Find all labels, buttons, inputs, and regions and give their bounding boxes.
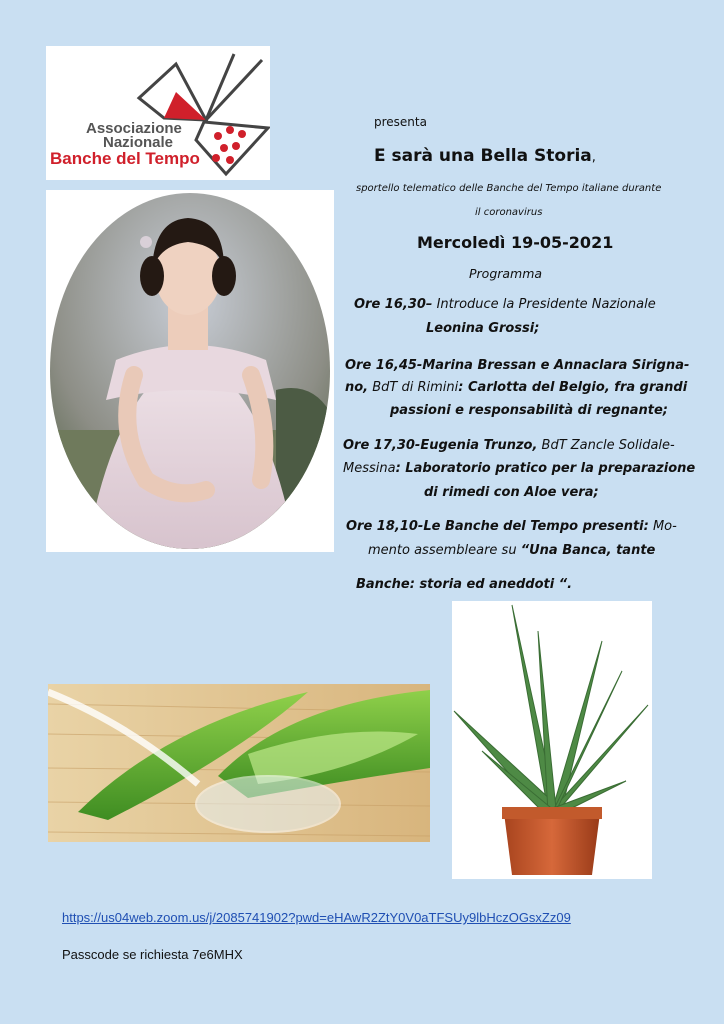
program-item-3-topic: : Laboratorio pratico per la preparazione <box>395 461 696 476</box>
subtitle-line-2: il coronavirus <box>475 207 543 218</box>
program-item-4-topic: “Una Banca, tante <box>520 543 656 558</box>
zoom-link[interactable]: https://us04web.zoom.us/j/2085741902?pwd=eHAwR2ZtY0V0aTFSUy9lbHczOGsxZz09 <box>62 910 571 925</box>
aloe-plant-image <box>452 601 652 879</box>
program-item-3-bdt: BdT Zancle Solidale- <box>537 438 675 453</box>
logo-text-nazionale: Nazionale <box>103 134 174 151</box>
association-logo <box>46 46 270 180</box>
program-item-1-line-1 <box>354 296 656 314</box>
program-item-2-line-1: Ore 16,45-Marina Bressan e Annaclara Sirigna- <box>345 358 690 373</box>
subtitle-line-1: sportello telematico delle Banche del Tempo italiane durante <box>356 183 662 194</box>
program-item-4-line-3: Banche: storia ed aneddoti “. <box>356 577 573 592</box>
program-item-4-line-2 <box>368 542 655 560</box>
aloe-spoon-image <box>48 684 430 842</box>
presenta-text: presenta <box>374 115 427 129</box>
program-item-3-city: Messina <box>343 461 396 476</box>
program-item-2-line-3: passioni e responsabilità di regnante; <box>390 403 669 418</box>
event-title-text: E sarà una Bella Storia <box>374 146 592 166</box>
logo-text-banche: Banche del Tempo <box>50 149 200 168</box>
program-item-3-speaker: Ore 17,30-Eugenia Trunzo, <box>343 438 538 453</box>
program-item-2-topic: : Carlotta del Belgio, fra grandi <box>458 380 688 395</box>
program-item-4-mo: Mo- <box>648 519 677 534</box>
event-title-comma: , <box>591 150 596 165</box>
program-item-3-line-3: di rimedi con Aloe vera; <box>424 485 599 500</box>
program-item-4-line-1 <box>346 518 677 536</box>
program-item-3-line-1 <box>343 437 675 455</box>
program-item-1-name: Leonina Grossi; <box>426 321 540 336</box>
programma-heading: Programma <box>469 266 543 281</box>
passcode-text: Passcode se richiesta 7e6MHX <box>62 947 243 962</box>
program-item-2-no: no, <box>345 380 369 395</box>
program-item-2-bdt: BdT di Rimini <box>368 380 459 395</box>
program-item-2-line-2 <box>345 379 687 397</box>
event-date: Mercoledì 19-05-2021 <box>417 233 614 252</box>
program-item-3-line-2 <box>343 460 695 478</box>
logo-text-associazione: Associazione <box>86 120 182 137</box>
program-item-1-time: Ore 16,30– <box>354 297 433 312</box>
portrait-image <box>46 190 334 552</box>
program-item-1-text: Introduce la Presidente Nazionale <box>432 297 656 312</box>
program-item-4-text: mento assembleare su <box>368 543 521 558</box>
event-title <box>374 146 596 166</box>
program-item-4-speaker: Ore 18,10-Le Banche del Tempo presenti: <box>346 519 649 534</box>
